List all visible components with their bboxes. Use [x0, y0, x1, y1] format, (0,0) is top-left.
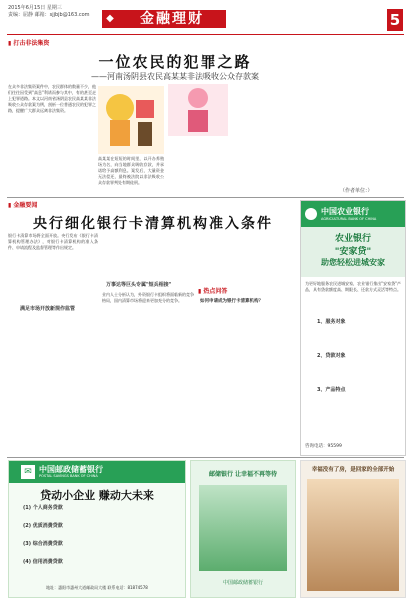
top-story-note: （作者单位：）: [340, 188, 373, 194]
second-story-kicker-text: 金融要闻: [13, 202, 38, 209]
section-logo-icon: ◆: [102, 10, 118, 28]
second-story-body-left: 银行卡清算市场将全面开放。央行发布《银行卡清算机构管理办法》，对银行卡清算机构的准入条件、申请流程及监督管理等作出规定。: [8, 233, 98, 250]
qa-title: 如何申请成为银行卡清算机构？: [200, 299, 263, 304]
abc-name-en: AGRICULTURAL BANK OF CHINA: [321, 217, 377, 221]
abc-header: [301, 201, 405, 227]
psbc-item-4: (4) 信用消费贷款: [23, 559, 63, 565]
second-story-subtitle-mid: 万事达等巨头专属"短兵相接": [106, 282, 172, 288]
right-ad-photo: [307, 479, 399, 591]
qa-body: [198, 306, 294, 454]
second-story-body-mid-top: [102, 233, 194, 281]
hot-topic-header: ▮ 热点问答: [198, 288, 228, 295]
abc-item-2-body: [305, 361, 401, 385]
top-story-body-col4: [232, 84, 290, 194]
top-story-headline: 一位农民的犯罪之路: [98, 53, 252, 71]
middle-ad-photo: [199, 485, 287, 571]
psbc-item-2-body: [23, 531, 173, 537]
middle-ad: [190, 460, 296, 598]
psbc-item-2: (2) 优质消费贷款: [23, 523, 63, 529]
abc-slogan-2: 助您轻松进城安家: [321, 258, 385, 267]
psbc-headline: 贷动小企业 赚动大未来: [40, 489, 154, 502]
top-story-subheadline: ——河南汤阴县农民高某某非法吸收公众存款案: [91, 72, 259, 81]
abc-item-3: 3、产品特点: [317, 387, 346, 393]
top-story-kicker-text: 打击非法集资: [13, 40, 50, 47]
second-story-subtitle-left: 满足市场开放新规作监管: [20, 306, 76, 312]
second-story-body-left-2: [8, 316, 98, 454]
top-story-body-mid: 高某某在短短的时间里，以开办养殖场为名，向当地群众吸收存款，并承诺给予高额利息。案发后，大量资金无法偿还，最终被法院以非法吸收公众存款罪判处有期徒刑。: [98, 156, 164, 185]
ad-divider: [7, 457, 404, 458]
abc-name-cn: 中国农业银行: [321, 207, 369, 216]
abc-slogan-1: "安家贷": [334, 247, 372, 257]
cartoon-hand-icon: [98, 86, 164, 154]
top-story-body-right-col: [294, 42, 402, 194]
psbc-footer: 地址：惠阳市惠州大道邮政局大楼 联系电话：81874578: [46, 585, 148, 590]
abc-phone: 咨询电话：95599: [305, 444, 342, 449]
right-ad: [300, 460, 406, 598]
psbc-name-en: POSTAL SAVINGS BANK OF CHINA: [39, 474, 98, 478]
abc-item-1: 1、服务对象: [317, 319, 346, 325]
top-story-illustration-2: [168, 84, 228, 136]
middle-ad-footer: 中国邮政储蓄银行: [222, 580, 263, 586]
second-story-body-mid: 业内人士分析认为，外资银行卡组织将面临新的竞争格局，国内清算市场将迎来更加充分的竞争。: [102, 292, 194, 303]
date-line: 2015年6月15日 星期三: [8, 5, 62, 11]
abc-item-1-body: [305, 327, 401, 351]
psbc-ad: [8, 460, 186, 598]
section-divider: [7, 197, 404, 198]
cartoon-figure-icon: [168, 84, 228, 136]
psbc-item-1: (1) 个人商务贷款: [23, 505, 63, 511]
top-story-body-col3: [168, 140, 228, 194]
middle-ad-slogan: 邮储银行 让幸福不再等待: [208, 471, 278, 478]
psbc-name-cn: 中国邮政储蓄银行: [39, 465, 103, 474]
second-story-headline: 央行细化银行卡清算机构准入条件: [33, 216, 273, 232]
top-story-kicker: ▮ 打击非法集资: [8, 40, 50, 47]
psbc-item-1-body: [23, 513, 173, 519]
hot-topic-text: 热点问答: [203, 288, 228, 295]
abc-item-2: 2、贷款对象: [317, 353, 346, 359]
abc-body: 为更好地服务农民进城安家，农业银行推出"安家贷"产品，具有贷款额度高、期限长、还款方式灵活等特点。: [305, 281, 401, 292]
abc-logo-icon: [305, 208, 317, 220]
section-title: 金融理财: [118, 10, 226, 28]
top-story-body-left: 在众多非法集资案件中，农民群体的数量不少，他们往往因受到"高息"利诱而参与其中，有的甚至走上犯罪道路。本文以河南省汤阴县农民高某某非法吸收公众存款案为例，剖析一位普通农民的犯罪之路，提醒广大群众远离非法集资。: [8, 84, 96, 113]
top-story-illustration: [98, 86, 164, 154]
psbc-item-3-body: [23, 549, 173, 555]
psbc-item-4-body: [23, 567, 173, 579]
editor-line: 责编：屈静 邮箱：sjjbjb@163.com: [8, 12, 90, 18]
abc-slogan-block: [301, 227, 405, 277]
psbc-header: [9, 461, 185, 483]
masthead-rule: [7, 34, 404, 35]
second-story-body-col3: [198, 233, 294, 283]
page-number: 5: [387, 9, 403, 31]
psbc-logo-icon: ✉: [21, 465, 35, 479]
psbc-item-3: (3) 综合消费贷款: [23, 541, 63, 547]
abc-item-3-body: [305, 395, 401, 439]
right-ad-headline: 幸福没有了房，是回家的全部开始: [311, 467, 395, 473]
second-story-kicker: ▮ 金融要闻: [8, 202, 38, 209]
abc-ad: [300, 200, 406, 456]
abc-title: 农业银行: [334, 234, 371, 244]
